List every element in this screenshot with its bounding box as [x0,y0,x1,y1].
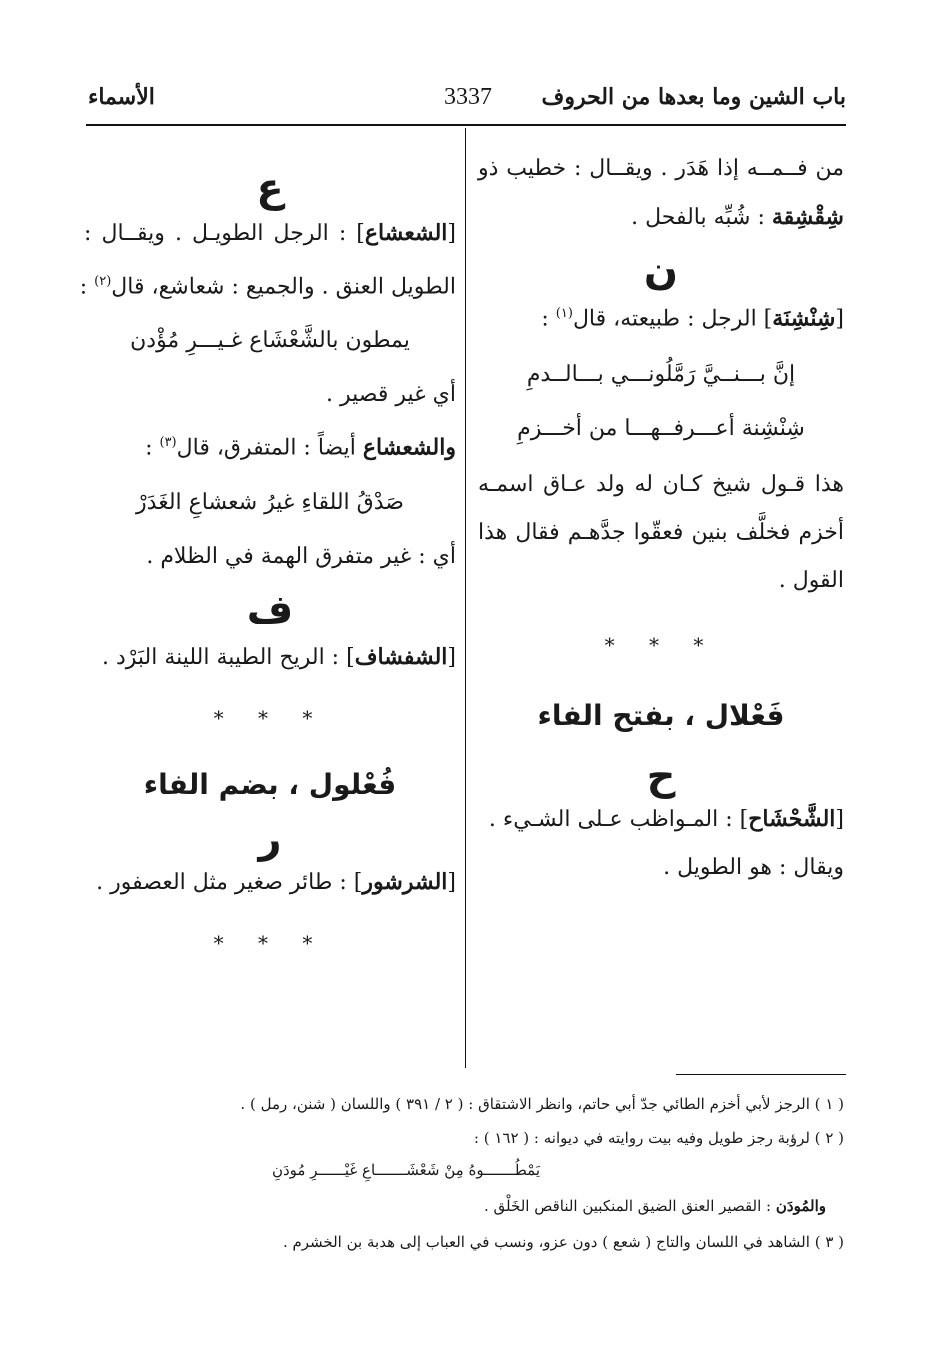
footnote-1: ( ١ ) الرجز لأبي أخزم الطائي جدّ أبي حاتم، وانظر الاشتقاق : ( ٢ / ٣٩١ ) واللسان ( شنن، رمل ) . [240,1095,844,1113]
footnote-3: ( ٣ ) الشاهد في اللسان والتاج ( شعع ) دون عزو، ونسب في العباب إلى هدبة بن الخشرم . [282,1233,844,1251]
footnote-rule [676,1074,846,1075]
entry-line: [الشَّحْشَاح] : المـواظب عـلى الشـيء . [488,806,844,833]
footnote-gloss: والمُودَن : القصير العنق الضيق المنكبين الناقص الخَلْق . [484,1197,826,1215]
footnote-ref: (٣) [159,435,177,451]
section-letter: ر [258,815,282,862]
headword: الشرشور [362,868,448,895]
text-line: أخزم فخلَّف بنين فعقّوا جدَّهـم فقال هذا [478,520,844,546]
verse-line: شِنْشِنة أعـــرفــهـــا من أخـــزمِ [517,416,805,442]
chapter-title: باب الشين وما بعدها من الحروف [541,84,846,110]
text-line: أي غير قصير . [326,382,456,408]
footnote-ref: (١) [555,306,573,321]
text-line: ويقال : هو الطويل . [663,855,844,881]
verse-line: إنَّ بـــنــيَّ رَمَّلُونـــي بـــالــدمِ [526,362,796,388]
right-column [478,150,844,881]
text-line: أي : غير متفرق الهمة في الظلام . [146,543,456,569]
text-line: القول . [778,568,844,594]
section-separator: * * * [604,633,718,658]
text-line: من فــمــه إذا هَدَر . ويقــال : خطيب ذو [478,156,844,181]
section-title: الأسماء [88,84,155,110]
section-letter: ن [643,248,679,294]
text-line: الطويل العنق . والجميع : شعاشع، قال$^{(٢)}$ : [79,274,456,300]
entry-line: [شِنْشِنَة] الرجل : طبيعته، قال$^{(١)}$ : [541,305,844,332]
text-line: والشعشاع أيضاً : المتفرق، قال$^{(٣)}$ : [145,434,456,461]
definition: الرجل : طبيعته، قال [572,306,757,332]
pattern-heading: فَعْلال ، بفتح الفاء [537,699,785,733]
verse-line: صَدْقُ اللقاءِ غيرُ شعشاعِ الغَدَرْ [136,489,404,515]
header-rule [86,124,846,126]
left-column [79,150,457,956]
definition: : طائر صغير مثل العصفور . [96,869,347,895]
headword: الشفشاف [354,643,448,670]
entry-line: [الشرشور] : طائر صغير مثل العصفور . [96,868,456,895]
verse-line: يمطون بالشَّعْشَاع غـيـــرِ مُؤْدن [130,328,410,354]
column-divider [465,128,466,1068]
section-separator: * * * [213,930,327,955]
definition: : شُبِّه بالفحل . [631,205,765,230]
page-number: 3337 [444,84,492,110]
definition: : الرجل الطويـل . ويقــال : [84,221,347,246]
text-line: هذا قـول شيخ كـان له ولد عـاق اسمـه [478,472,844,498]
section-letter: ح [646,753,676,800]
section-letter: ف [246,586,294,633]
footnote-ref: (٢) [94,274,112,289]
entry-line: [الشفشاف] : الريح الطيبة اللينة البَرْد . [101,643,456,670]
section-separator: * * * [213,705,327,730]
headword: شِقْشِقة [771,204,844,230]
pattern-heading: فُعْلول ، بضم الفاء [143,767,397,801]
headword: الشَّحْشَاح [748,806,836,833]
headword: شِنْشِنَة [772,305,836,332]
footnote-verse: يَمْطُـــــــوهُ مِنْ شَعْشَـــــــاعِ غَيْــــــرِ مُودَنِ [271,1161,540,1179]
headword: الشعشاع [364,220,448,246]
definition: : الريح الطيبة اللينة البَرْد . [101,644,340,670]
footnote-2: ( ٢ ) لرؤبة رجز طويل وفيه بيت روايته في ديوانه : ( ١٦٢ ) : [473,1129,844,1147]
headword: والشعشاع [362,434,456,461]
text-line [478,204,844,231]
entry-line: [الشعشاع] : الرجل الطويـل . ويقــال : [84,220,457,246]
definition: : المـواظب عـلى الشـيء . [488,807,733,833]
section-letter: ع [256,165,284,211]
